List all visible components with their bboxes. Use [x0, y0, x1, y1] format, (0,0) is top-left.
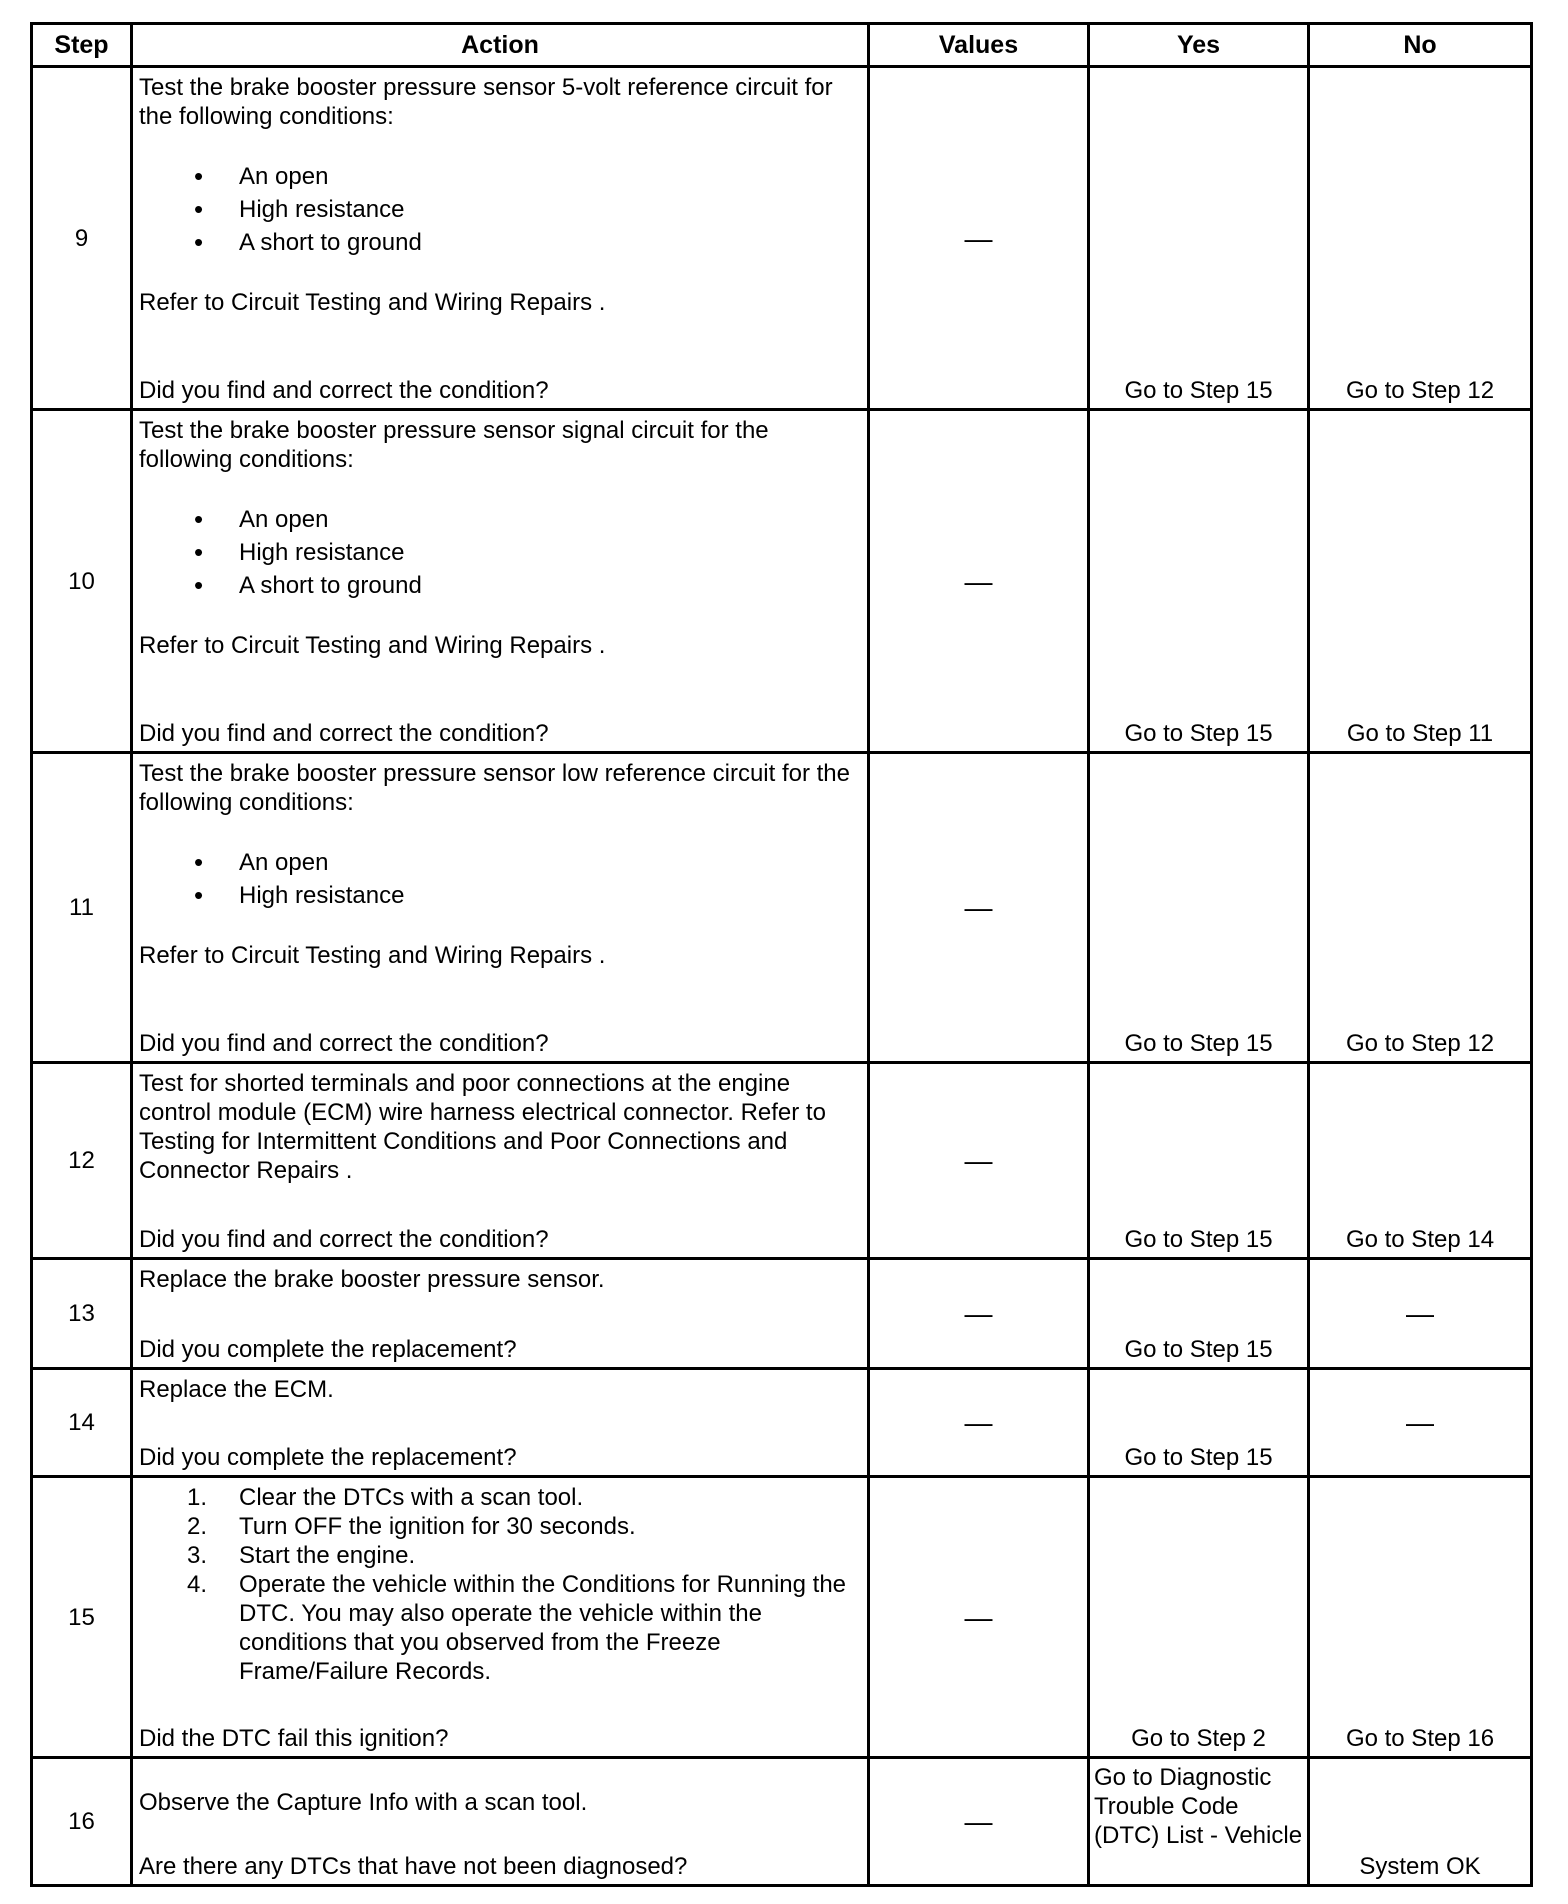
- no-cell: [1309, 1758, 1532, 1886]
- action-question: Did you find and correct the condition?: [139, 720, 549, 747]
- condition-list: [139, 160, 861, 259]
- list-item: [139, 1483, 861, 1512]
- header-step: Step: [32, 24, 132, 67]
- procedure-list: [139, 1483, 861, 1686]
- no-cell: [1309, 67, 1532, 410]
- values-cell: —: [869, 1477, 1089, 1758]
- yes-answer: Go to Step 15: [1124, 720, 1273, 747]
- diagnostic-steps-table: [30, 22, 1533, 1887]
- list-item: • A short to ground: [139, 226, 861, 259]
- refer-text: Refer to Circuit Testing and Wiring Repairs .: [139, 632, 606, 659]
- list-item: [139, 1541, 861, 1570]
- table-row-step-15: [32, 1477, 1532, 1758]
- list-number: 2.: [187, 1513, 208, 1540]
- condition-list: [139, 503, 861, 602]
- list-number: 3.: [187, 1542, 208, 1569]
- table-row-step-14: [32, 1369, 1532, 1477]
- yes-answer: Go to Step 15: [1124, 1030, 1273, 1057]
- table-row-step-16: [32, 1758, 1532, 1886]
- yes-answer: Go to Step 15: [1124, 1226, 1273, 1253]
- no-cell: [1309, 1477, 1532, 1758]
- list-item: • High resistance: [139, 536, 861, 569]
- list-item: • A short to ground: [139, 569, 861, 602]
- no-cell: —: [1309, 1369, 1532, 1477]
- header-no: No: [1309, 24, 1532, 67]
- yes-cell: [1089, 1063, 1309, 1259]
- values-cell: —: [869, 753, 1089, 1063]
- no-answer: Go to Step 11: [1346, 720, 1494, 747]
- table-row-step-13: [32, 1259, 1532, 1369]
- list-text: Start the engine.: [239, 1542, 416, 1569]
- no-cell: [1309, 410, 1532, 753]
- header-yes: Yes: [1089, 24, 1309, 67]
- yes-cell: [1089, 410, 1309, 753]
- action-cell: [132, 1369, 869, 1477]
- action-cell: [132, 1063, 869, 1259]
- yes-answer: Go to Step 15: [1124, 377, 1273, 404]
- yes-answer: Go to Step 2: [1131, 1725, 1266, 1752]
- table-header-row: [32, 24, 1532, 67]
- yes-answer: Go to Step 15: [1124, 1336, 1273, 1363]
- step-number: 11: [32, 753, 132, 1063]
- action-cell: [132, 410, 869, 753]
- list-text: Clear the DTCs with a scan tool.: [239, 1484, 584, 1511]
- step-number: 12: [32, 1063, 132, 1259]
- action-cell: [132, 1477, 869, 1758]
- action-intro: Test the brake booster pressure sensor low reference circuit for the following conditions:: [139, 760, 850, 816]
- list-text: Turn OFF the ignition for 30 seconds.: [239, 1513, 636, 1540]
- list-item: • An open: [139, 846, 861, 879]
- table-row-step-9: [32, 67, 1532, 410]
- step-number: 13: [32, 1259, 132, 1369]
- action-intro: Replace the ECM.: [139, 1376, 334, 1403]
- action-cell: [132, 67, 869, 410]
- condition-list: [139, 846, 861, 912]
- action-question: Did you find and correct the condition?: [139, 1226, 549, 1253]
- refer-text: Refer to Circuit Testing and Wiring Repairs .: [139, 289, 606, 316]
- action-question: Did you complete the replacement?: [139, 1444, 517, 1471]
- list-number: 1.: [187, 1484, 208, 1511]
- list-text: Operate the vehicle within the Conditions for Running the DTC. You may also operate the vehicle within the conditions that you observed from the Freeze Frame/Failure Records.: [239, 1571, 847, 1685]
- refer-text: Refer to Circuit Testing and Wiring Repairs .: [139, 942, 606, 969]
- action-question: Are there any DTCs that have not been diagnosed?: [139, 1853, 688, 1880]
- step-number: 14: [32, 1369, 132, 1477]
- no-answer: Go to Step 12: [1345, 377, 1495, 404]
- table-row-step-10: [32, 410, 1532, 753]
- header-action: Action: [132, 24, 869, 67]
- step-number: 9: [32, 67, 132, 410]
- header-values: Values: [869, 24, 1089, 67]
- list-number: 4.: [187, 1571, 208, 1598]
- diagnostic-table-page: [30, 22, 1530, 1887]
- action-cell: [132, 1758, 869, 1886]
- values-cell: —: [869, 1063, 1089, 1259]
- action-intro: Test the brake booster pressure sensor 5-volt reference circuit for the following conditions:: [139, 74, 833, 130]
- list-item: • High resistance: [139, 879, 861, 912]
- action-intro: Replace the brake booster pressure sensor.: [139, 1266, 605, 1293]
- step-number: 16: [32, 1758, 132, 1886]
- action-cell: [132, 1259, 869, 1369]
- list-item: [139, 1570, 861, 1686]
- no-answer: Go to Step 16: [1345, 1725, 1495, 1752]
- no-answer: Go to Step 12: [1345, 1030, 1495, 1057]
- action-intro: Test the brake booster pressure sensor signal circuit for the following conditions:: [139, 417, 769, 473]
- action-cell: [132, 753, 869, 1063]
- yes-cell: [1089, 1758, 1309, 1886]
- yes-cell: [1089, 753, 1309, 1063]
- list-item: • High resistance: [139, 193, 861, 226]
- no-answer: System OK: [1359, 1853, 1481, 1880]
- list-item: [139, 1512, 861, 1541]
- no-cell: [1309, 1063, 1532, 1259]
- action-question: Did the DTC fail this ignition?: [139, 1725, 449, 1752]
- action-question: Did you find and correct the condition?: [139, 1030, 549, 1057]
- action-question: Did you find and correct the condition?: [139, 377, 549, 404]
- values-cell: —: [869, 410, 1089, 753]
- values-cell: —: [869, 1259, 1089, 1369]
- table-row-step-12: [32, 1063, 1532, 1259]
- values-cell: —: [869, 1758, 1089, 1886]
- no-cell: —: [1309, 1259, 1532, 1369]
- values-cell: —: [869, 1369, 1089, 1477]
- step-number: 15: [32, 1477, 132, 1758]
- table-row-step-11: [32, 753, 1532, 1063]
- no-cell: [1309, 753, 1532, 1063]
- no-answer: Go to Step 14: [1345, 1226, 1495, 1253]
- values-cell: —: [869, 67, 1089, 410]
- step-number: 10: [32, 410, 132, 753]
- yes-cell: [1089, 1259, 1309, 1369]
- list-item: • An open: [139, 160, 861, 193]
- action-intro: Observe the Capture Info with a scan tool.: [139, 1789, 588, 1816]
- list-item: • An open: [139, 503, 861, 536]
- action-intro: Test for shorted terminals and poor connections at the engine control module (ECM) wire harness electrical connector. Refer to Testing for Intermittent Conditions and Poor Connections and Connector Repairs .: [139, 1070, 826, 1184]
- yes-cell: [1089, 1477, 1309, 1758]
- action-question: Did you complete the replacement?: [139, 1336, 517, 1363]
- yes-cell: [1089, 67, 1309, 410]
- yes-answer: Go to Diagnostic Trouble Code (DTC) List - Vehicle: [1094, 1764, 1303, 1849]
- yes-answer: Go to Step 15: [1124, 1444, 1273, 1471]
- yes-cell: [1089, 1369, 1309, 1477]
